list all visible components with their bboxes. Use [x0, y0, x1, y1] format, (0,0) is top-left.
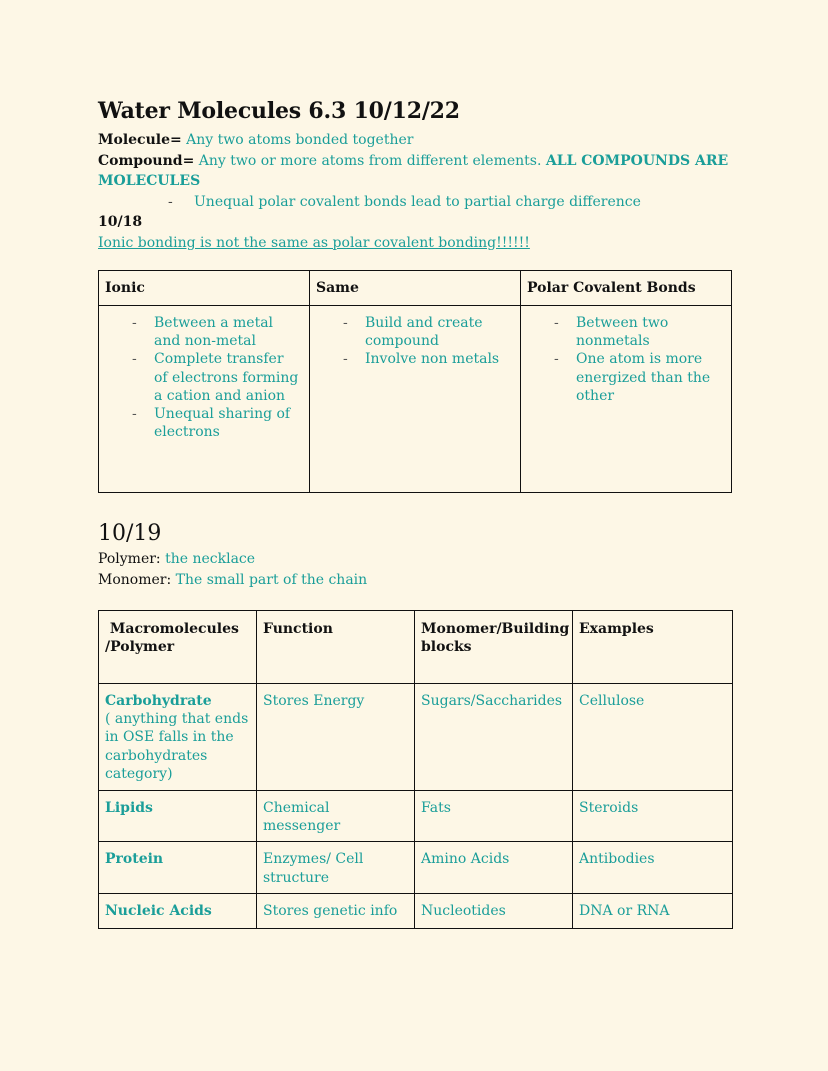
- function-cell: Chemical messenger: [257, 791, 415, 842]
- dash-icon: -: [168, 193, 173, 210]
- header-ionic: Ionic: [99, 271, 310, 306]
- macromolecules-table: [98, 610, 733, 929]
- header-polar: Polar Covalent Bonds: [521, 271, 732, 306]
- table-row: [99, 791, 733, 842]
- polymer-definition: Polymer: the necklace: [98, 551, 256, 567]
- monomer-cell: Amino Acids: [415, 842, 573, 893]
- compound-term: Compound=: [98, 152, 195, 169]
- ionic-note: Ionic bonding is not the same as polar covalent bonding!!!!!!: [98, 234, 530, 251]
- compound-emphasis: ALL COMPOUNDS ARE MOLECULES: [98, 152, 729, 189]
- list-item: - Between a metal and non-metal: [107, 314, 301, 350]
- macromolecule-name: Protein: [99, 842, 257, 893]
- header-function: Function: [257, 611, 415, 684]
- monomer-cell: Sugars/Saccharides: [415, 684, 573, 791]
- compound-bullet: [98, 192, 738, 213]
- molecule-term: Molecule=: [98, 132, 182, 148]
- macromolecule-note: ( anything that ends in OSE falls in the carbohydrates category): [105, 711, 249, 782]
- function-cell: Enzymes/ Cell structure: [257, 842, 415, 893]
- same-cell: [310, 306, 521, 493]
- example-cell: Antibodies: [573, 842, 733, 893]
- table-header-row: [99, 271, 732, 306]
- compound-definition: [98, 151, 738, 192]
- monomer-definition: Monomer: The small part of the chain: [98, 571, 368, 588]
- table-row: [99, 842, 733, 893]
- list-item: - Build and create compound: [318, 314, 512, 350]
- example-cell: DNA or RNA: [573, 893, 733, 928]
- list-item: - Unequal sharing of electrons: [107, 405, 301, 441]
- list-item: - Complete transfer of electrons forming a cation and anion: [107, 350, 301, 405]
- molecule-text: Any two atoms bonded together: [181, 132, 414, 148]
- table-row: [99, 306, 732, 493]
- function-cell: Stores genetic info: [257, 893, 415, 928]
- date-label: 10/18: [98, 214, 143, 230]
- document-page: [98, 96, 738, 929]
- monomer-cell: Fats: [415, 791, 573, 842]
- header-monomer: Monomer/Building blocks: [415, 611, 573, 684]
- table-row: [99, 684, 733, 791]
- compound-text: Any two or more atoms from different elements.: [194, 152, 546, 169]
- function-cell: Stores Energy: [257, 684, 415, 791]
- section-heading: 10/19: [98, 521, 162, 546]
- header-macromolecules: Macromolecules /Polymer: [99, 611, 257, 684]
- polar-cell: [521, 306, 732, 493]
- table-header-row: [99, 611, 733, 684]
- bonding-comparison-table: [98, 270, 732, 493]
- macromolecule-name: Lipids: [99, 791, 257, 842]
- example-cell: Steroids: [573, 791, 733, 842]
- example-cell: Cellulose: [573, 684, 733, 791]
- page-title: Water Molecules 6.3 10/12/22: [98, 98, 460, 124]
- list-item: - Involve non metals: [318, 350, 512, 368]
- molecule-definition: [98, 130, 738, 151]
- list-item: - One atom is more energized than the other: [529, 350, 723, 405]
- header-same: Same: [310, 271, 521, 306]
- monomer-cell: Nucleotides: [415, 893, 573, 928]
- ionic-cell: [99, 306, 310, 493]
- section-1019: [98, 519, 738, 590]
- header-examples: Examples: [573, 611, 733, 684]
- macromolecule-name: Carbohydrate ( anything that ends in OSE falls in the carbohydrates category): [99, 684, 257, 791]
- list-item: - Between two nonmetals: [529, 314, 723, 350]
- compound-bullet-text: Unequal polar covalent bonds lead to partial charge difference: [194, 193, 641, 210]
- table-row: [99, 893, 733, 928]
- macromolecule-name: Nucleic Acids: [99, 893, 257, 928]
